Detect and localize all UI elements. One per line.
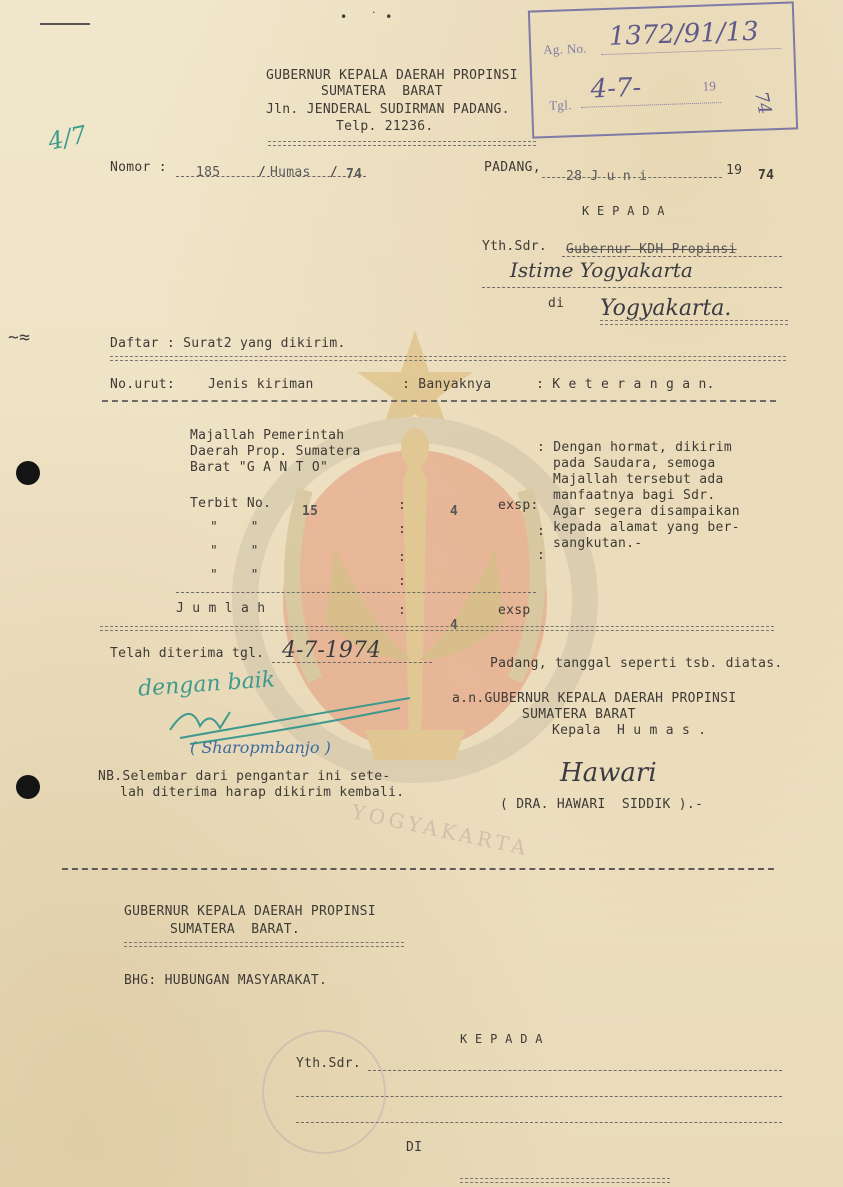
ditto-colon-1: : (398, 522, 407, 537)
nomor-number: 185 (196, 165, 221, 180)
item-line2: Daerah Prop. Sumatera (190, 444, 361, 459)
header-rule (102, 400, 776, 402)
nb-line1: NB.Selembar dari pengantar ini sete- (98, 769, 391, 784)
letterhead-line1: GUBERNUR KEPALA DAERAH PROPINSI (266, 68, 518, 83)
archive-stamp-faint (262, 1030, 386, 1154)
nomor-line (176, 176, 366, 177)
receipt-label: Telah diterima tgl. (110, 646, 265, 661)
daftar-rule (110, 356, 786, 361)
signatory-place-date: Padang, tanggal seperti tsb. diatas. (490, 656, 783, 671)
remark-line7: sangkutan.- (553, 536, 643, 551)
receipt-hand-note: dengan baik (137, 667, 276, 702)
stamp-year-hand: 74 (750, 89, 776, 117)
nomor-slash2: / (330, 165, 339, 180)
cut-line (62, 868, 774, 870)
punch-hole-top (16, 461, 40, 485)
slip-kepada: K E P A D A (460, 1032, 543, 1046)
col-header-no: No.urut: (110, 377, 176, 392)
agenda-stamp (528, 1, 798, 138)
letterhead-line2: SUMATERA BARAT (321, 84, 443, 99)
remark-line3: Majallah tersebut ada (553, 472, 724, 487)
total-unit: exsp (498, 603, 531, 618)
remark-line4: manfaatnya bagi Sdr. (553, 488, 716, 503)
recipient-rule (600, 320, 788, 325)
margin-smudge: ~≈ (8, 327, 31, 348)
daftar-line: Daftar : Surat2 yang dikirim. (110, 336, 346, 351)
signatory-signature: Hawari (560, 758, 657, 788)
remark-line2: pada Saudara, semoga (553, 456, 716, 471)
remark-line5: Agar segera disampaikan (553, 504, 740, 519)
terbit-colon: : (398, 498, 407, 513)
slip-bottom-rule (460, 1178, 670, 1183)
slip-rule (124, 942, 404, 947)
receipt-date-line (272, 662, 432, 663)
kepada-heading: K E P A D A (582, 204, 665, 218)
recipient-line1 (562, 256, 782, 257)
remark-line1: : Dengan hormat, dikirim (537, 440, 733, 455)
recipient-line2 (482, 287, 782, 288)
terbit-unit: exsp: (498, 498, 539, 513)
stamp-date-label: Tgl. (548, 97, 572, 113)
terbit-quantity: 4 (450, 504, 459, 519)
letterhead-rule (268, 141, 536, 146)
remark-line6: kepada alamat yang ber- (553, 520, 740, 535)
emblem-text: YOGYAKARTA (349, 799, 532, 861)
total-label: J u m l a h (176, 601, 266, 616)
date-year-suffix: 74 (758, 168, 775, 183)
punch-hole-bottom (16, 775, 40, 799)
recipient-di: di (548, 296, 565, 311)
slip-line2: SUMATERA BARAT. (170, 922, 301, 937)
col-header-banyak: : Banyaknya (402, 377, 492, 392)
ditto-row-3: " " (210, 568, 259, 583)
col-header-jenis: Jenis kiriman (208, 377, 314, 392)
item-line3: Barat "G A N T O" (190, 460, 329, 475)
terbit-label: Terbit No. (190, 496, 272, 511)
top-dots: • ˙ • (340, 10, 393, 24)
date-year: 19 (726, 163, 743, 178)
margin-note: 4/7 (45, 120, 90, 156)
recipient-hand2: Yogyakarta. (600, 296, 732, 321)
slip-address-line1 (368, 1070, 782, 1071)
slip-yth: Yth.Sdr. (296, 1056, 362, 1071)
nomor-dept: Humas (270, 165, 311, 180)
ditto-colon-2: : (398, 550, 407, 565)
slip-bhg: BHG: HUBUNGAN MASYARAKAT. (124, 973, 328, 988)
signatory-an-line1: a.n.GUBERNUR KEPALA DAERAH PROPINSI (452, 691, 737, 706)
nomor-slash: / (258, 165, 267, 180)
ditto-row-1: " " (210, 520, 259, 535)
agenda-number: 1372/91/13 (608, 16, 760, 52)
signatory-an-line3: Kepala H u m a s . (552, 723, 707, 738)
total-rule (100, 626, 774, 631)
item-line1: Majallah Pemerintah (190, 428, 345, 443)
ditto-row-2: " " (210, 544, 259, 559)
stamp-year: 19 (702, 78, 717, 94)
signatory-name: ( DRA. HAWARI SIDDIK ).- (500, 797, 704, 812)
letterhead-line4: Telp. 21236. (336, 119, 434, 134)
stamp-date-value: 4-7- (590, 72, 642, 105)
terbit-number: 15 (302, 504, 319, 519)
slip-di: DI (406, 1140, 423, 1155)
total-top-rule (176, 592, 536, 593)
remark-colon-2: : (537, 524, 546, 539)
col-header-ket: : K e t e r a n g a n. (536, 377, 715, 392)
total-qty: 4 (450, 618, 459, 633)
nb-line2: lah diterima harap dikirim kembali. (120, 785, 405, 800)
agenda-label: Ag. No. (542, 40, 588, 58)
date-value: 28 J u n i (566, 169, 648, 184)
ditto-colon-3: : (398, 574, 407, 589)
letterhead-line3: Jln. JENDERAL SUDIRMAN PADANG. (266, 102, 510, 117)
remark-colon-3: : (537, 548, 546, 563)
total-colon: : (398, 603, 407, 618)
signatory-an-line2: SUMATERA BARAT (522, 707, 636, 722)
slip-line1: GUBERNUR KEPALA DAERAH PROPINSI (124, 904, 376, 919)
date-city: PADANG, (484, 160, 541, 175)
nomor-year: 74 (346, 167, 363, 182)
receipt-date: 4-7-1974 (282, 638, 381, 663)
recipient-yth: Yth.Sdr. (482, 239, 548, 254)
top-mark (40, 23, 90, 25)
receiver-name: ( Sharopmbanjo ) (190, 738, 331, 757)
recipient-hand1: Istime Yogyakarta (510, 258, 693, 282)
date-line (542, 177, 722, 178)
recipient-typed: Gubernur KDH Propinsi (566, 242, 737, 257)
nomor-label: Nomor : (110, 160, 167, 175)
